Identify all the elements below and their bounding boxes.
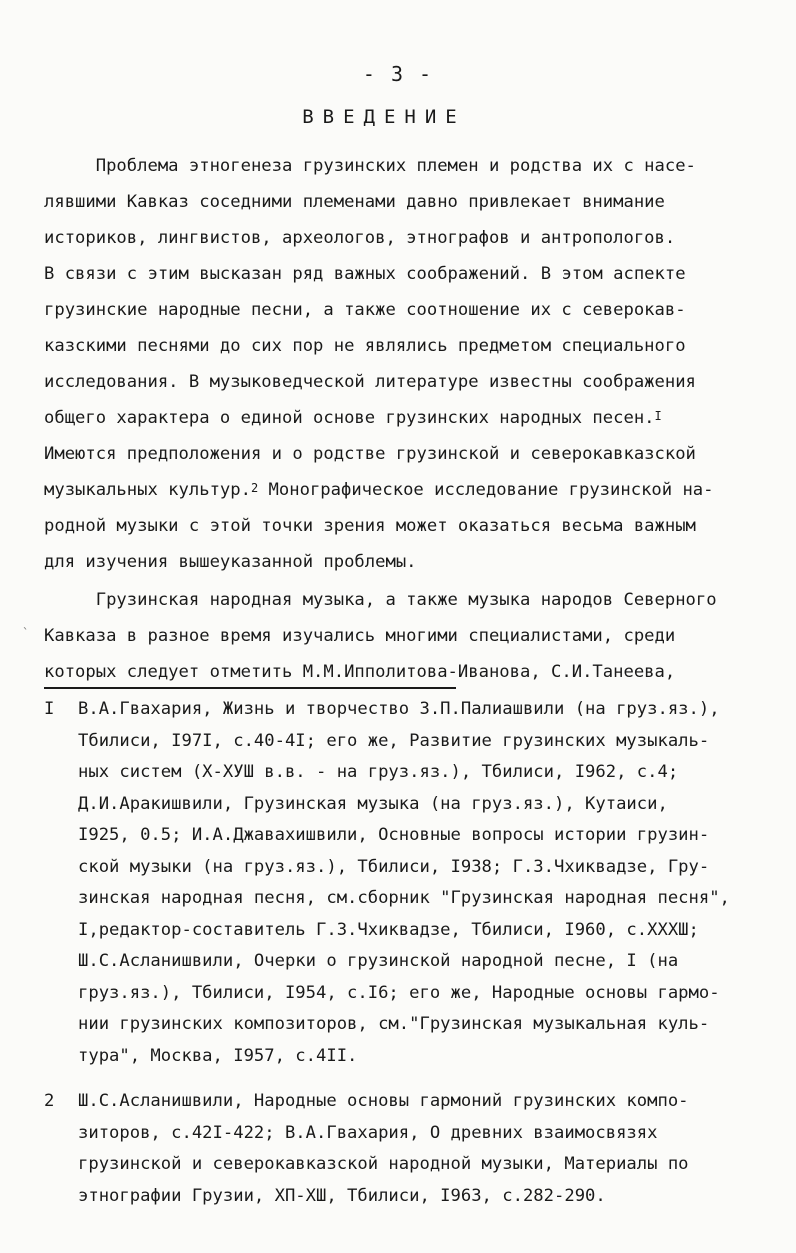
text-line: грузинские народные песни, а также соотношение их с северокав- (44, 300, 686, 320)
text-line: казскими песнями до сих пор не являлись предметом специального (44, 336, 686, 356)
text-line: общего характера о единой основе грузинских народных песен.$^I$ (44, 408, 662, 428)
footnote-reference: I (654, 409, 662, 423)
footnote-line: этнографии Грузии, XП-XШ, Тбилиси, I963, с.282-290. (78, 1185, 606, 1206)
text-line: родной музыки с этой точки зрения может оказаться весьма важным (44, 516, 696, 536)
text-line: музыкальных культур.$^2$ Монографическое исследование грузинской на- (44, 480, 714, 500)
footnotes (44, 694, 774, 1212)
body-text (44, 148, 774, 690)
footnote-line: зинская народная песня, см.сборник "Грузинская народная песня", (78, 888, 730, 908)
footnote (44, 694, 774, 1072)
text-line: Имеются предположения и о родстве грузинской и северокавказской (44, 444, 696, 464)
text-line: исследования. В музыковедческой литературе известны соображения (44, 372, 696, 392)
footnote-divider (44, 687, 456, 689)
footnote-reference: 2 (250, 481, 259, 495)
footnote-line: Ш.С.Асланишвили, Народные основы гармоний грузинских компо- (78, 1091, 689, 1111)
footnote (44, 1086, 774, 1212)
stray-mark: ` (22, 626, 30, 640)
footnote-line: груз.яз.), Тбилиси, I954, с.I6; его же, Народные основы гармо- (78, 982, 720, 1003)
footnote-number: 2 (44, 1091, 55, 1111)
text-line: Грузинская народная музыка, а также музыка народов Северного (44, 590, 717, 610)
section-heading: ВВЕДЕНИЕ (302, 106, 466, 128)
footnote-line: нии грузинских композиторов, см."Грузинская музыкальная куль- (78, 1014, 710, 1034)
text-line: Кавказа в разное время изучались многими специалистами, среди (44, 626, 676, 646)
paragraph (44, 582, 774, 690)
footnote-line: Тбилиси, I97I, с.40-4I; его же, Развитие грузинских музыкаль- (78, 730, 710, 751)
footnote-line: Ш.С.Асланишвили, Очерки о грузинской народной песне, I (на (78, 951, 679, 971)
footnote-number: I (44, 699, 55, 719)
page-number: - 3 - (362, 62, 434, 86)
footnote-line: Д.И.Аракишвили, Грузинская музыка (на груз.яз.), Кутаиси, (78, 793, 668, 814)
paragraph (44, 148, 774, 580)
footnote-line: зиторов, с.42I-422; В.А.Гвахария, О древних взаимосвязях (78, 1122, 658, 1143)
text-line: для изучения вышеуказанной проблемы. (44, 552, 417, 572)
footnote-line: В.А.Гвахария, Жизнь и творчество З.П.Палиашвили (на груз.яз.), (78, 699, 720, 719)
footnote-line: I925, 0.5; И.А.Джавахишвили, Основные вопросы истории грузин- (78, 825, 710, 845)
text-line: лявшими Кавказ соседними племенами давно привлекает внимание (44, 192, 665, 212)
footnote-line: тура", Москва, I957, с.4II. (78, 1045, 358, 1066)
text-line: историков, лингвистов, археологов, этнографов и антропологов. (44, 228, 676, 248)
footnote-line: I,редактор-составитель Г.З.Чхиквадзе, Тбилиси, I960, с.XXXШ; (78, 919, 699, 940)
footnote-line: грузинской и северокавказской народной музыки, Материалы по (78, 1154, 689, 1174)
text-line: В связи с этим высказан ряд важных соображений. В этом аспекте (44, 264, 686, 284)
text-line: которых следует отметить М.М.Ипполитова-Иванова, С.И.Танеева, (44, 662, 676, 682)
footnote-line: ных систем (X-XУШ в.в. - на груз.яз.), Тбилиси, I962, с.4; (78, 762, 679, 782)
footnote-line: ской музыки (на груз.яз.), Тбилиси, I938; Г.З.Чхиквадзе, Гру- (78, 856, 710, 877)
text-line: Проблема этногенеза грузинских племен и родства их с насе- (44, 156, 696, 176)
